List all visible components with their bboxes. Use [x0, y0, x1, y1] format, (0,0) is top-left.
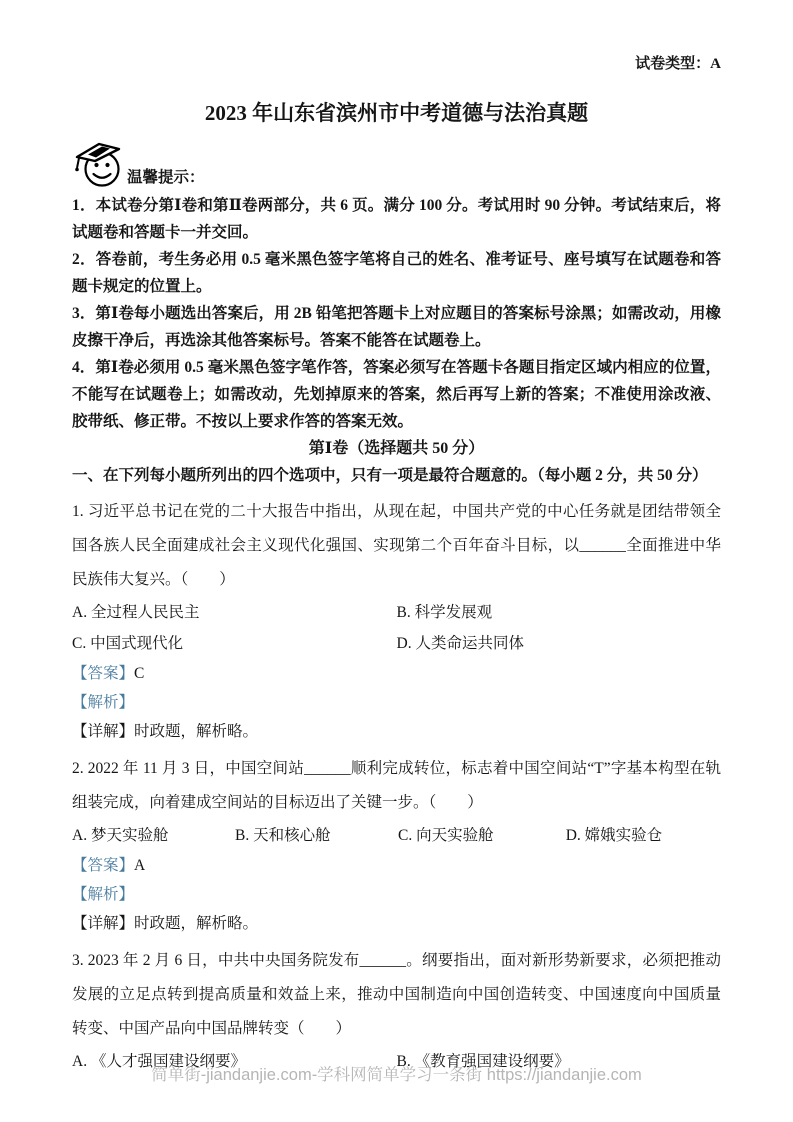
- exam-instructions: [72, 192, 721, 435]
- answer-value: C: [134, 665, 145, 682]
- detail-line: [72, 717, 721, 746]
- question-stem: 3. 2023 年 2 月 6 日，中共中央国务院发布______。纲要指出，面对新形势新要求，必须把推动发展的立足点转到提高质量和效益上来，推动中国制造向中国创造转变、中国速度向中国质量转变、中国产品向中国品牌转变（ ）: [72, 952, 721, 1037]
- option-d: D. 嫦娥实验仓: [565, 827, 663, 844]
- answer-label: 【答案】: [72, 857, 135, 874]
- section-header: 第Ⅰ卷（选择题共 50 分）: [308, 440, 485, 457]
- question-1: [72, 495, 721, 746]
- analysis-label: 【解析】: [72, 886, 135, 903]
- page-title: 2023 年山东省滨州市中考道德与法治真题: [204, 101, 589, 125]
- instruction-item-4: 4．第Ⅰ卷必须用 0.5 毫米黑色签字笔作答，答案必须写在答题卡各题目指定区域内相应的位置，不能写在试题卷上；如需改动，先划掉原来的答案，然后再写上新的答案；不准使用涂改液、胶带纸、修正带。不按以上要求作答的答案无效。: [72, 359, 721, 430]
- option-c: C. 中国式现代化: [72, 635, 184, 652]
- instruction-item-1: 1．本试卷分第Ⅰ卷和第Ⅱ卷两部分，共 6 页。满分 100 分。考试用时 90 分钟。考试结束后，将试题卷和答题卡一并交回。: [72, 197, 721, 241]
- question-2: [72, 752, 721, 938]
- option-a: A. 全过程人民民主: [72, 604, 200, 621]
- notice-label: 温馨提示：: [127, 169, 205, 186]
- detail-label: 【详解】: [72, 723, 135, 740]
- footer-watermark: 简单街-jiandanjie.com-学科网简单学习一条街 https://jiandanjie.com: [151, 1066, 642, 1084]
- question-stem: 1. 习近平总书记在党的二十大报告中指出，从现在起，中国共产党的中心任务就是团结带领全国各族人民全面建成社会主义现代化强国、实现第二个百年奋斗目标，以______全面推进中华民族伟大复兴。（ ）: [72, 503, 721, 588]
- option-a: A. 《人才强国建设纲要》: [72, 1053, 246, 1070]
- graduate-smiley-icon: [72, 140, 126, 188]
- analysis-label: 【解析】: [72, 694, 135, 711]
- instruction-item-3: 3．第Ⅰ卷每小题选出答案后，用 2B 铅笔把答题卡上对应题目的答案标号涂黑；如需改动，用橡皮擦干净后，再选涂其他答案标号。答案不能答在试题卷上。: [72, 305, 721, 349]
- answer-label: 【答案】: [72, 665, 135, 682]
- option-d: D. 人类命运共同体: [396, 635, 524, 652]
- question-stem: 2. 2022 年 11 月 3 日，中国空间站______顺利完成转位，标志着中国空间站“T”字基本构型在轨组装完成，向着建成空间站的目标迈出了关键一步。（ ）: [72, 760, 721, 811]
- option-c: C. 向天实验舱: [398, 827, 494, 844]
- analysis-line: [72, 688, 721, 717]
- paper-type-label: 试卷类型：A: [635, 56, 721, 72]
- detail-label: 【详解】: [72, 915, 135, 932]
- answer-line: [72, 851, 721, 880]
- answer-line: [72, 659, 721, 688]
- question-3: [72, 944, 721, 1077]
- option-b: B. 《教育强国建设纲要》: [396, 1053, 570, 1070]
- detail-text: 时政题，解析略。: [134, 915, 259, 932]
- option-b: B. 天和核心舱: [235, 827, 331, 844]
- question-options: [72, 597, 721, 659]
- option-b: B. 科学发展观: [396, 604, 493, 621]
- answer-value: A: [134, 857, 146, 874]
- analysis-line: [72, 880, 721, 909]
- instruction-item-2: 2．答卷前，考生务必用 0.5 毫米黑色签字笔将自己的姓名、准考证号、座号填写在试题卷和答题卡规定的位置上。: [72, 251, 721, 295]
- notice-row: [72, 140, 721, 188]
- detail-text: 时政题，解析略。: [134, 723, 259, 740]
- option-a: A. 梦天实验舱: [72, 827, 169, 844]
- detail-line: [72, 909, 721, 938]
- question-options: [72, 820, 721, 851]
- section-intro: 一、在下列每小题所列出的四个选项中，只有一项是最符合题意的。（每小题 2 分，共 50 分）: [72, 467, 708, 484]
